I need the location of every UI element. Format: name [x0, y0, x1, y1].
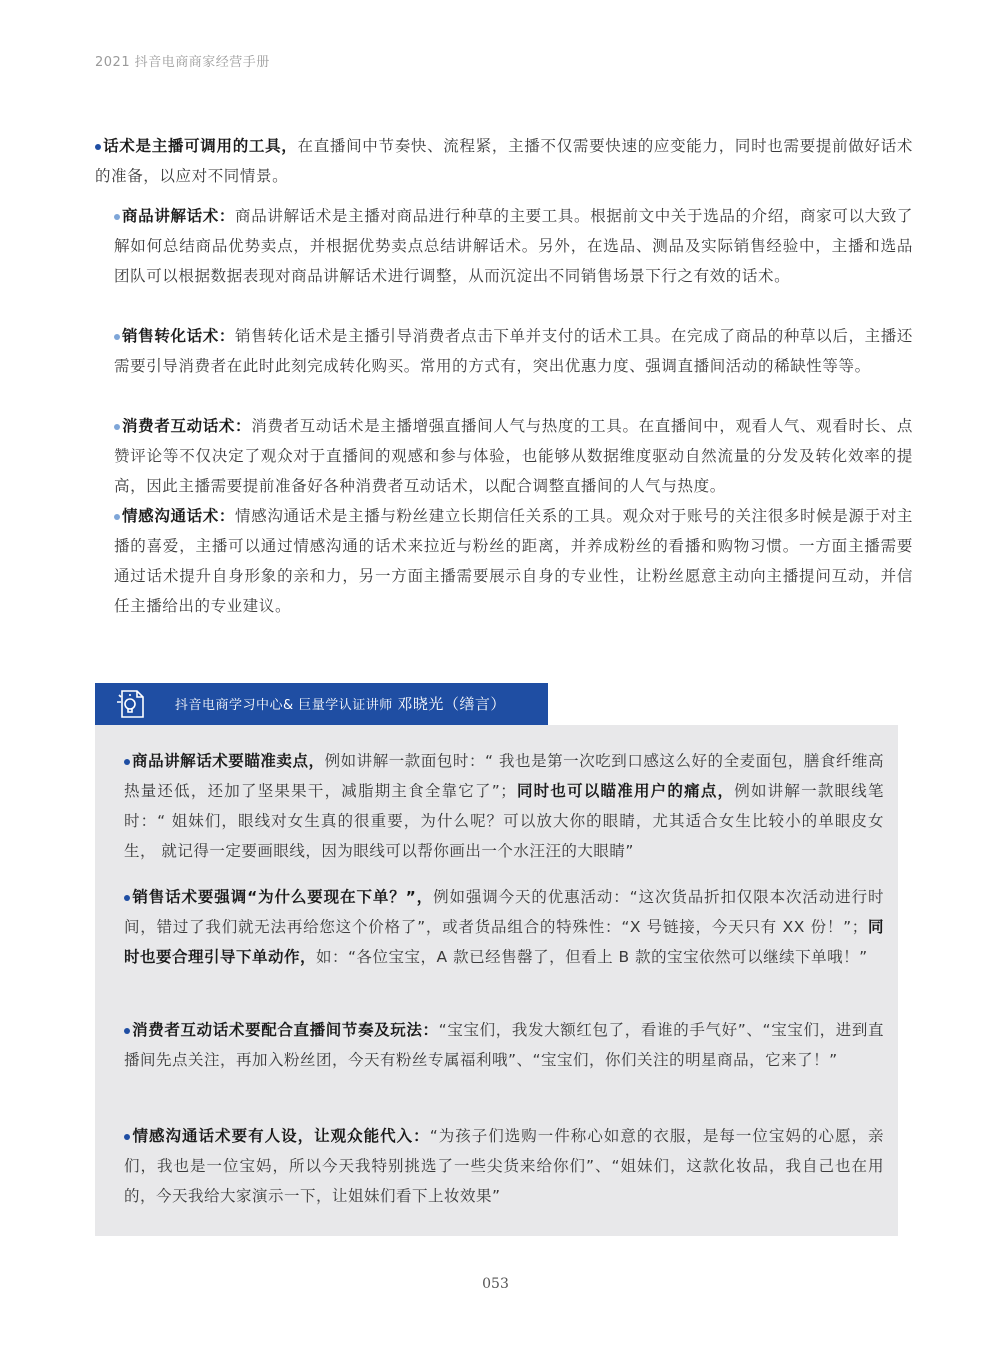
sub-item-text: 情感沟通话术是主播与粉丝建立长期信任关系的工具。观众对于账号的关注很多时候是源于对主播的喜爱，主播可以通过情感沟通的话术来拉近与粉丝的距离，并养成粉丝的看播和购物习惯。一方面主播需要通过话术提升自身形象的亲和力，另一方面主播需要展示自身的专业性，让粉丝愿意主动向主播提问互动，并信任主播给出的专业建议。	[114, 507, 914, 615]
tip-sales-script	[124, 882, 884, 972]
sub-item-emotion-script	[114, 501, 913, 621]
sub-item-interaction-script	[114, 411, 913, 501]
bullet-dot-icon	[114, 514, 120, 520]
tip-emotion-script	[124, 1121, 884, 1211]
bullet-dot-icon	[124, 759, 130, 765]
tip-interaction-script	[124, 1015, 884, 1075]
tip-bold: 消费者互动话术要配合直播间节奏及玩法：	[132, 1021, 439, 1039]
tip-bold: 情感沟通话术要有人设，让观众能代入：	[132, 1127, 430, 1145]
sub-item-text: 商品讲解话术是主播对商品进行种草的主要工具。根据前文中关于选品的介绍，商家可以大致了解如何总结商品优势卖点，并根据优势卖点总结讲解话术。另外，在选品、测品及实际销售经验中，主播和选品团队可以根据数据表现对商品讲解话术进行调整，从而沉淀出不同销售场景下行之有效的话术。	[114, 207, 914, 285]
lightbulb-document-icon	[113, 688, 147, 720]
tip-bold: 销售话术要强调“为什么要现在下单？”，	[132, 888, 434, 906]
page-number: 053	[482, 1276, 509, 1292]
tip-text: 如：“各位宝宝，A 款已经售罄了，但看上 B 款的宝宝依然可以继续下单哦！”	[316, 948, 868, 966]
running-header: 2021 抖音电商商家经营手册	[95, 55, 270, 70]
tip-text: “为孩子们选购一件称心如意的衣服，是每一位宝妈的心愿，亲们，我也是一位宝妈，所以今天我特别挑选了一些尖货来给你们”、“姐妹们，这款化妆品，我自己也在用的，今天我给大家演示一下，让姐妹们看下上妆效果”	[124, 1127, 884, 1205]
sub-item-title: 消费者互动话术：	[122, 417, 252, 435]
sub-item-text: 销售转化话术是主播引导消费者点击下单并支付的话术工具。在完成了商品的种草以后，主播还需要引导消费者在此时此刻完成转化购买。常用的方式有，突出优惠力度、强调直播间活动的稀缺性等等。	[114, 327, 914, 375]
intro-text: 在直播间中节奏快、流程紧，主播不仅需要快速的应变能力，同时也需要提前做好话术的准备，以应对不同情景。	[95, 137, 913, 185]
bullet-dot-icon	[95, 144, 101, 150]
sub-item-conversion-script	[114, 321, 913, 381]
sub-item-text: 消费者互动话术是主播增强直播间人气与热度的工具。在直播间中，观看人气、观看时长、点赞评论等不仅决定了观众对于直播间的观感和参与体验，也能够从数据维度驱动自然流量的分发及转化效率的提高，因此主播需要提前准备好各种消费者互动话术，以配合调整直播间的人气与热度。	[114, 417, 913, 495]
bullet-dot-icon	[124, 1134, 130, 1140]
tip-text: 例如讲解一款眼线笔时：“ 姐妹们，眼线对女生真的很重要，为什么呢？可以放大你的眼睛，尤其适合女生比较小的单眼皮女生， 就记得一定要画眼线，因为眼线可以帮你画出一个水汪汪的大眼睛”	[124, 782, 884, 860]
tip-bold: 商品讲解话术要瞄准卖点，	[132, 752, 325, 770]
banner-text	[175, 683, 506, 727]
tip-text: 例如强调今天的优惠活动：“这次货品折扣仅限本次活动进行时间，错过了我们就无法再给您这个价格了”，或者货品组合的特殊性：“X 号链接，今天只有 XX 份！”；	[124, 888, 884, 936]
bullet-dot-icon	[114, 214, 120, 220]
intro-bold: 话术是主播可调用的工具，	[103, 137, 298, 155]
bullet-dot-icon	[114, 424, 120, 430]
banner-speaker-name: 邓晓光（缮言）	[397, 695, 506, 713]
tip-bold: 同时也要合理引导下单动作，	[124, 918, 884, 966]
tip-product-script	[124, 746, 884, 866]
bullet-dot-icon	[124, 1028, 130, 1034]
sub-item-title: 商品讲解话术：	[122, 207, 236, 225]
expert-banner	[95, 683, 548, 725]
tip-text: “宝宝们，我发大额红包了，看谁的手气好”、“宝宝们，进到直播间先点关注，再加入粉丝团，今天有粉丝专属福利哦”、“宝宝们，你们关注的明星商品，它来了！”	[124, 1021, 884, 1069]
tip-text: 例如讲解一款面包时：“ 我也是第一次吃到口感这么好的全麦面包，膳食纤维高热量还低，还加了坚果果干，减脂期主食全靠它了”；	[124, 752, 884, 800]
bullet-dot-icon	[124, 895, 130, 901]
intro-paragraph	[95, 131, 913, 191]
tip-bold: 同时也可以瞄准用户的痛点，	[516, 782, 735, 800]
sub-item-product-script	[114, 201, 913, 291]
sub-item-title: 情感沟通话术：	[122, 507, 236, 525]
banner-label: 抖音电商学习中心& 巨量学认证讲师	[175, 698, 398, 713]
sub-item-title: 销售转化话术：	[122, 327, 236, 345]
bullet-dot-icon	[114, 334, 120, 340]
